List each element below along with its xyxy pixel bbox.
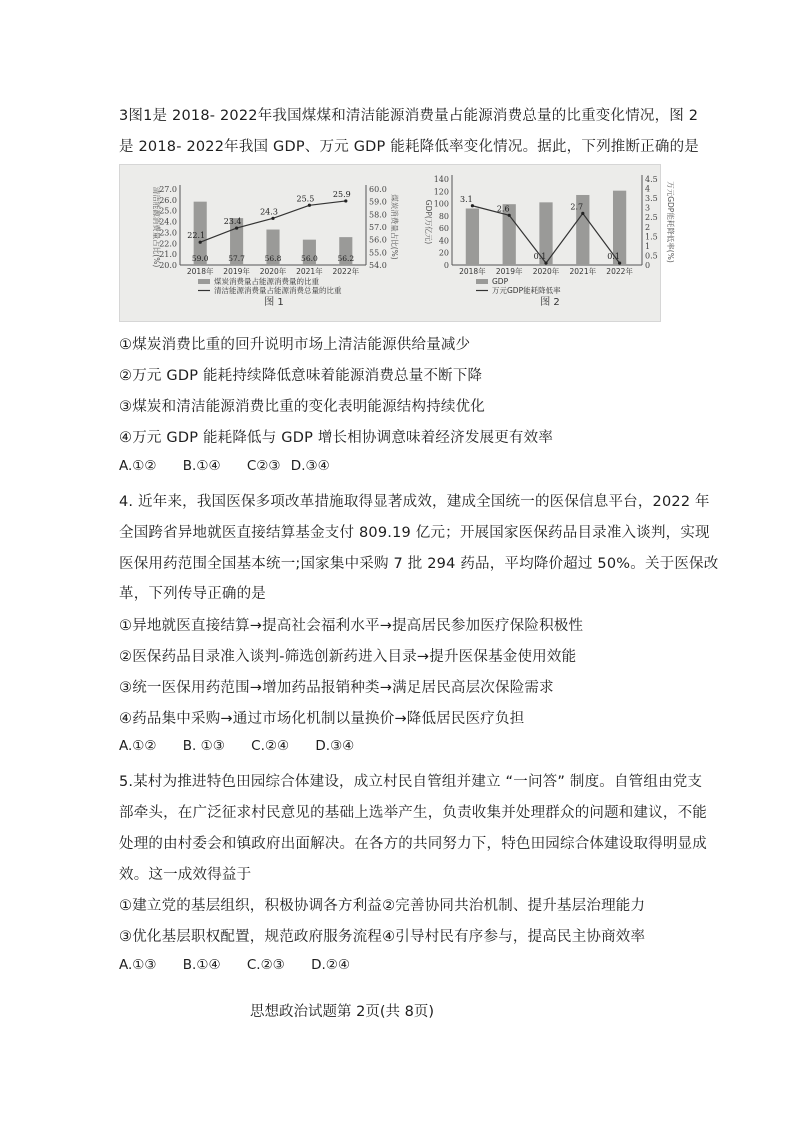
q4-option-a[interactable]: A.①② bbox=[119, 738, 157, 754]
fig1-legend-swatch-bar bbox=[198, 279, 210, 284]
q5-stem-line4: 效。这一成效得益于 bbox=[119, 867, 252, 883]
fig1-left-tick-label: 27.0 bbox=[159, 185, 177, 194]
q5-stem-line3: 处理的由村委会和镇政府出面解决。在各方的共同努力下，特色田园综合体建设取得明显成 bbox=[119, 836, 707, 852]
fig1-point-label: 24.3 bbox=[260, 207, 278, 217]
q4-option-c[interactable]: C.②④ bbox=[251, 738, 290, 754]
q3-option-a[interactable]: A.①② bbox=[119, 458, 157, 474]
fig2-bar bbox=[466, 208, 479, 265]
q3-options bbox=[119, 458, 352, 474]
q4-stem-line1: 4. 近年来，我国医保多项改革措施取得显著成效，建成全国统一的医保信息平台，2022 年 bbox=[119, 494, 710, 510]
fig1-left-tick-label: 20.0 bbox=[159, 261, 177, 270]
q5-option-a[interactable]: A.①③ bbox=[119, 957, 157, 973]
fig1-right-tick-label: 56.0 bbox=[369, 235, 387, 245]
fig1-left-tick-label: 25.0 bbox=[159, 206, 177, 216]
fig1-left-axis-title: 清洁能源消费量占比(%) bbox=[152, 186, 161, 268]
fig2-left-tick-label: 40 bbox=[438, 236, 449, 246]
fig1-right-axis-title: 煤炭消费量占比(%) bbox=[390, 194, 399, 260]
fig2-left-axis-title: GDP(万亿元) bbox=[424, 199, 433, 245]
q3-stem-line2: 是 2018- 2022年我国 GDP、万元 GDP 能耗降低率变化情况。据此，下列推断正确的是 bbox=[119, 139, 699, 155]
fig2-right-tick-label: 2 bbox=[645, 222, 651, 232]
fig2-legend-label: GDP bbox=[492, 277, 509, 286]
q5-option-c[interactable]: C.②③ bbox=[246, 957, 285, 973]
q4-option-d[interactable]: D.③④ bbox=[315, 738, 355, 754]
fig1-bar-label: 56.8 bbox=[264, 254, 282, 263]
page-footer: 思想政治试题第 2页(共 8页) bbox=[250, 1004, 434, 1020]
fig2-right-tick-label: 3 bbox=[645, 203, 651, 213]
fig1-right-tick-label: 57.0 bbox=[369, 223, 387, 232]
fig2-point-label: 0.1 bbox=[533, 252, 547, 262]
fig1-legend-label: 清洁能源消费量占能源消费总量的比重 bbox=[214, 286, 342, 295]
fig2-category-label: 2020年 bbox=[532, 267, 560, 276]
q4-stem-line4: 革，下列传导正确的是 bbox=[119, 586, 266, 602]
fig2-left-tick-label: 100 bbox=[433, 199, 449, 209]
fig2-legend-label: 万元GDP能耗降低率 bbox=[492, 286, 561, 295]
fig2-line-point bbox=[581, 212, 584, 215]
fig1-right-tick-label: 54.0 bbox=[369, 261, 387, 270]
q5-statement-1: ①建立党的基层组织，积极协调各方利益②完善协同共治机制、提升基层治理能力 bbox=[119, 898, 646, 914]
fig1-left-tick-label: 26.0 bbox=[159, 195, 177, 205]
fig2-right-tick-label: 1.5 bbox=[645, 232, 658, 242]
fig2-point-label: 2.7 bbox=[570, 202, 584, 212]
q4-options bbox=[119, 738, 376, 754]
fig1-line-point bbox=[271, 217, 274, 220]
fig2-left-tick-label: 60 bbox=[438, 224, 449, 234]
fig1-line-point bbox=[344, 199, 347, 202]
fig2-right-tick-label: 0 bbox=[645, 261, 651, 270]
fig2-line-point bbox=[544, 261, 547, 264]
fig1-right-tick-label: 58.0 bbox=[369, 210, 387, 220]
q3-option-d[interactable]: D.③④ bbox=[290, 458, 330, 474]
fig2-line-point bbox=[508, 214, 511, 217]
fig1-right-tick-label: 59.0 bbox=[369, 197, 387, 207]
q4-statement-1: ①异地就医直接结算→提高社会福利水平→提高居民参加医疗保险积极性 bbox=[119, 618, 584, 634]
fig1-bar-label: 57.7 bbox=[228, 254, 245, 263]
fig1-left-tick-label: 22.0 bbox=[159, 239, 177, 249]
fig1-line-point bbox=[199, 241, 202, 244]
q4-statement-3: ③统一医保用药范围→增加药品报销种类→满足居民高层次保险需求 bbox=[119, 680, 554, 696]
fig1-bar-label: 56.0 bbox=[301, 254, 318, 263]
fig1-right-tick-label: 60.0 bbox=[369, 185, 387, 194]
fig2-right-tick-label: 4 bbox=[645, 184, 651, 194]
q3-figure bbox=[119, 164, 675, 322]
fig2-right-tick-label: 3.5 bbox=[645, 194, 658, 204]
fig1-line-point bbox=[308, 204, 311, 207]
fig1-bar-label: 56.2 bbox=[337, 254, 355, 263]
fig2-right-tick-label: 4.5 bbox=[645, 175, 658, 184]
fig1-category-label: 2020年 bbox=[259, 267, 287, 276]
fig1-left-tick-label: 21.0 bbox=[159, 250, 177, 260]
fig1-legend-label: 煤炭消费量占能源消费量的比重 bbox=[214, 277, 319, 286]
fig2-caption: 图 2 bbox=[540, 297, 560, 308]
fig2-left-tick-label: 20 bbox=[438, 248, 449, 258]
q4-stem-line3: 医保用药范围全国基本统一;国家集中采购 7 批 294 药品，平均降价超过 50%。关于医保改 bbox=[119, 556, 719, 572]
fig2-right-tick-label: 0.5 bbox=[645, 251, 658, 261]
fig2-category-label: 2019年 bbox=[495, 267, 523, 276]
fig1-right-tick-label: 55.0 bbox=[369, 248, 387, 258]
fig2-left-tick-label: 0 bbox=[443, 261, 449, 270]
fig2-left-tick-label: 80 bbox=[438, 211, 449, 221]
fig1-category-label: 2019年 bbox=[223, 267, 250, 276]
fig1-bar-label: 59.0 bbox=[191, 254, 209, 263]
fig2-left-tick-label: 140 bbox=[433, 175, 449, 184]
q3-option-b[interactable]: B.①④ bbox=[182, 458, 221, 474]
q3-stem-line1: 3图1是 2018- 2022年我国煤煤和清洁能源消费量占能源消费总量的比重变化情况，图 2 bbox=[119, 108, 699, 124]
q3-statement-4: ④万元 GDP 能耗降低与 GDP 增长相协调意味着经济发展更有效率 bbox=[119, 430, 554, 446]
q3-statement-1: ①煤炭消费比重的回升说明市场上清洁能源供给量减少 bbox=[119, 337, 471, 353]
fig1-point-label: 23.4 bbox=[223, 217, 242, 227]
fig1-category-label: 2021年 bbox=[296, 267, 323, 276]
q3-figure-svg bbox=[120, 165, 675, 321]
fig2-left-tick-label: 120 bbox=[433, 187, 449, 197]
q3-statement-2: ②万元 GDP 能耗持续降低意味着能源消费总量不断下降 bbox=[119, 368, 483, 384]
q5-stem-line1: 5.某村为推进特色田园综合体建设，成立村民自管组并建立 “一问答” 制度。自管组由党支 bbox=[119, 774, 703, 790]
fig1-point-label: 25.5 bbox=[296, 194, 315, 204]
fig2-category-label: 2018年 bbox=[459, 267, 486, 276]
fig1-category-label: 2018年 bbox=[186, 267, 214, 276]
fig2-right-tick-label: 1 bbox=[645, 241, 651, 251]
fig2-point-label: 2.6 bbox=[496, 204, 510, 214]
q4-stem-line2: 全国跨省异地就医直接结算基金支付 809.19 亿元；开展国家医保药品目录准入谈判，实现 bbox=[119, 525, 710, 541]
fig2-line-point bbox=[618, 261, 621, 264]
fig1-category-label: 2022年 bbox=[332, 267, 360, 276]
fig1-point-label: 22.1 bbox=[187, 231, 206, 241]
q5-statement-2: ③优化基层职权配置，规范政府服务流程④引导村民有序参与，提高民主协商效率 bbox=[119, 929, 646, 945]
q3-option-c[interactable]: C②③ bbox=[246, 458, 281, 474]
fig2-right-axis-title: 万元GDP能耗降低率(%) bbox=[666, 181, 675, 263]
fig2-point-label: 3.1 bbox=[460, 194, 473, 204]
q5-option-b[interactable]: B.①④ bbox=[182, 957, 221, 973]
fig1-caption: 图 1 bbox=[264, 297, 284, 308]
q5-options bbox=[119, 957, 372, 973]
fig2-category-label: 2021年 bbox=[569, 267, 597, 276]
fig2-line-point bbox=[471, 204, 474, 207]
fig2-legend-swatch-bar bbox=[476, 279, 488, 284]
q3-statement-3: ③煤炭和清洁能源消费比重的变化表明能源结构持续优化 bbox=[119, 399, 485, 415]
fig1-left-tick-label: 24.0 bbox=[159, 217, 177, 227]
fig2-right-tick-label: 2.5 bbox=[645, 213, 658, 223]
fig2-point-label: 0.1 bbox=[607, 252, 620, 262]
q5-stem-line2: 部牵头，在广泛征求村民意见的基础上选举产生，负责收集并处理群众的问题和建议，不能 bbox=[119, 805, 707, 821]
fig1-line-point bbox=[235, 226, 238, 229]
fig2-category-label: 2022年 bbox=[606, 267, 633, 276]
q4-statement-4: ④药品集中采购→通过市场化机制以量换价→降低居民医疗负担 bbox=[119, 711, 525, 727]
q5-option-d[interactable]: D.②④ bbox=[311, 957, 350, 973]
q4-option-b[interactable]: B. ①③ bbox=[182, 738, 225, 754]
fig1-left-tick-label: 23.0 bbox=[159, 228, 177, 238]
fig1-point-label: 25.9 bbox=[332, 189, 351, 199]
q4-statement-2: ②医保药品目录准入谈判-筛选创新药进入目录→提升医保基金使用效能 bbox=[119, 649, 577, 665]
